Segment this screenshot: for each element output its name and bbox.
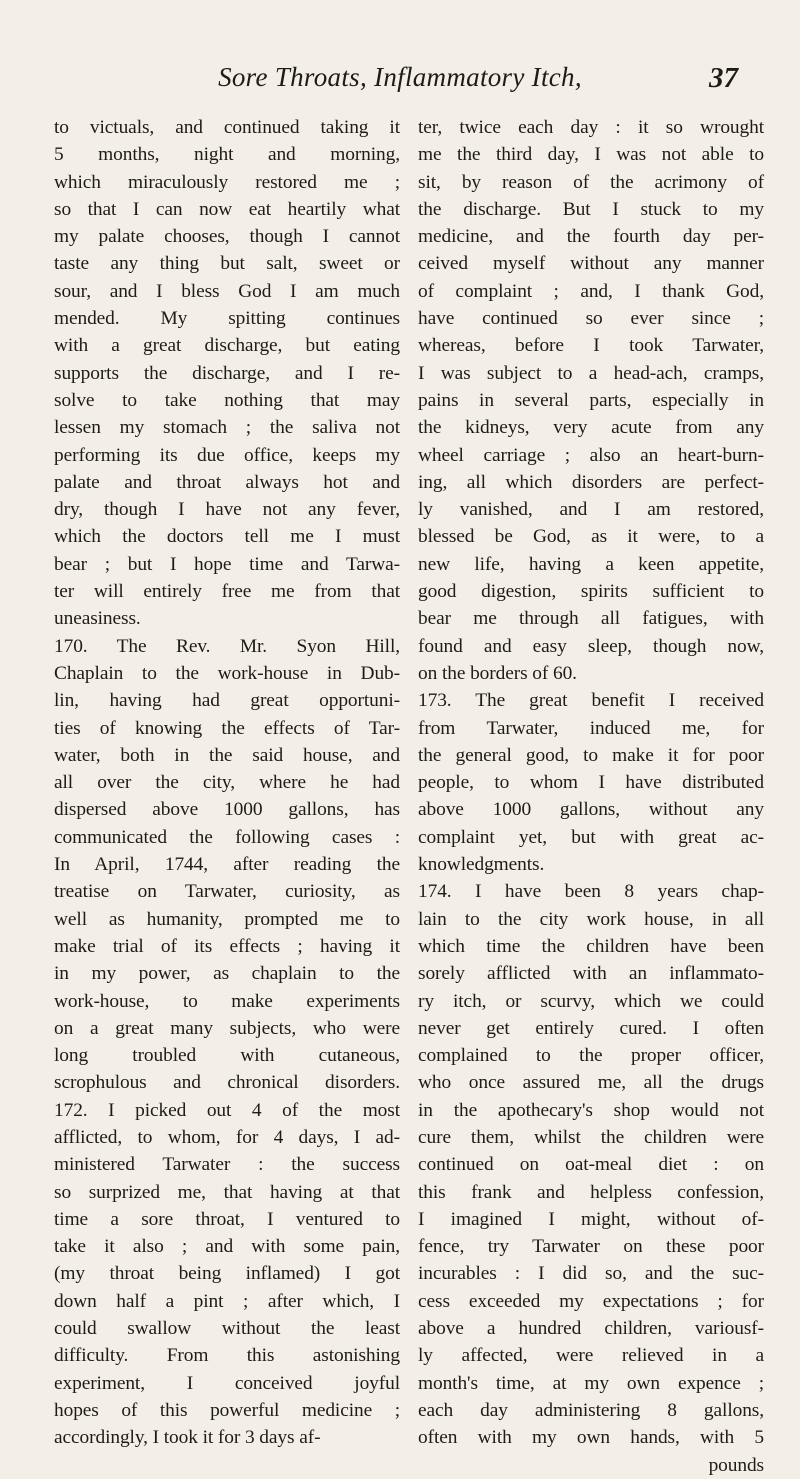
text-line: ly vanished, and I am restored,: [418, 499, 764, 521]
text-line: ly affected, were relieved in a: [418, 1345, 764, 1367]
text-line: I imagined I might, without of-: [418, 1208, 764, 1230]
text-line: taste any thing but salt, sweet or: [54, 253, 400, 275]
text-line: water, both in the said house, and: [54, 744, 400, 766]
text-line: ter will entirely free me from that: [54, 581, 400, 603]
text-line: take it also ; and with some pain,: [54, 1236, 400, 1258]
text-line: the discharge. But I stuck to my: [418, 198, 764, 220]
text-line: ministered Tarwater : the success: [54, 1154, 400, 1176]
text-line: on a great many subjects, who were: [54, 1017, 400, 1039]
text-line: In April, 1744, after reading the: [54, 854, 400, 876]
text-line: 173. The great benefit I received: [418, 690, 764, 712]
text-line: all over the city, where he had: [54, 772, 400, 794]
text-line: this frank and helpless confession,: [418, 1181, 764, 1203]
text-line: from Tarwater, induced me, for: [418, 717, 764, 739]
text-line: cure them, whilst the children were: [418, 1126, 764, 1148]
text-line: on the borders of 60.: [418, 662, 577, 684]
text-line: difficulty. From this astonishing: [54, 1345, 400, 1367]
text-line: which miraculously restored me ;: [54, 171, 400, 193]
text-line: so surprized me, that having at that: [54, 1181, 400, 1203]
right-text-column: [418, 114, 764, 1479]
text-line: whereas, before I took Tarwater,: [418, 335, 764, 357]
text-line: make trial of its effects ; having it: [54, 935, 400, 957]
text-line: Chaplain to the work-house in Dub-: [54, 662, 400, 684]
text-line: complaint yet, but with great ac-: [418, 826, 764, 848]
text-line: 172. I picked out 4 of the most: [54, 1099, 400, 1121]
text-line: experiment, I conceived joyful: [54, 1372, 400, 1394]
text-line: accordingly, I took it for 3 days af-: [54, 1427, 321, 1449]
text-line: 174. I have been 8 years chap-: [418, 881, 764, 903]
text-line: lain to the city work house, in all: [418, 908, 764, 930]
text-line: could swallow without the least: [54, 1318, 400, 1340]
text-line: bear ; but I hope time and Tarwa-: [54, 553, 400, 575]
left-text-column: [54, 114, 400, 1452]
text-line: pains in several parts, especially in: [418, 389, 764, 411]
text-line: sour, and I bless God I am much: [54, 280, 400, 302]
text-line: supports the discharge, and I re-: [54, 362, 400, 384]
text-line: ties of knowing the effects of Tar-: [54, 717, 400, 739]
text-line: new life, having a keen appetite,: [418, 553, 764, 575]
text-line: above 1000 gallons, without any: [418, 799, 764, 821]
text-line: (my throat being inflamed) I got: [54, 1263, 400, 1285]
text-line: who once assured me, all the drugs: [418, 1072, 764, 1094]
text-line: lin, having had great opportuni-: [54, 690, 400, 712]
page-number: 37: [709, 62, 738, 94]
text-line: never get entirely cured. I often: [418, 1017, 764, 1039]
text-line: complained to the proper officer,: [418, 1045, 764, 1067]
text-line: in my power, as chaplain to the: [54, 963, 400, 985]
text-line: hopes of this powerful medicine ;: [54, 1399, 400, 1421]
text-line: the kidneys, very acute from any: [418, 417, 764, 439]
text-line: which time the children have been: [418, 935, 764, 957]
text-line: each day administering 8 gallons,: [418, 1399, 764, 1421]
text-line: the general good, to make it for poor: [418, 744, 764, 766]
text-line: scrophulous and chronical disorders.: [54, 1072, 400, 1094]
text-line: found and easy sleep, though now,: [418, 635, 764, 657]
text-line: time a sore throat, I ventured to: [54, 1208, 400, 1230]
text-line: knowledgments.: [418, 854, 545, 876]
text-line: people, to whom I have distributed: [418, 772, 764, 794]
text-line: 5 months, night and morning,: [54, 144, 400, 166]
text-line: I was subject to a head-ach, cramps,: [418, 362, 764, 384]
text-line: ing, all which disorders are perfect-: [418, 471, 764, 493]
text-line: communicated the following cases :: [54, 826, 400, 848]
text-line: to victuals, and continued taking it: [54, 117, 400, 138]
text-line: ter, twice each day : it so wrought: [418, 117, 764, 138]
text-line: often with my own hands, with 5: [418, 1427, 764, 1449]
text-line: dispersed above 1000 gallons, has: [54, 799, 400, 821]
text-line: palate and throat always hot and: [54, 471, 400, 493]
text-line: me the third day, I was not able to: [418, 144, 764, 166]
text-line: sit, by reason of the acrimony of: [418, 171, 764, 193]
text-line: so that I can now eat heartily what: [54, 198, 400, 220]
text-line: medicine, and the fourth day per-: [418, 226, 764, 248]
text-line: afflicted, to whom, for 4 days, I ad-: [54, 1126, 400, 1148]
text-line: bear me through all fatigues, with: [418, 608, 764, 630]
text-line: lessen my stomach ; the saliva not: [54, 417, 400, 439]
text-line: in the apothecary's shop would not: [418, 1099, 764, 1121]
text-line: fence, try Tarwater on these poor: [418, 1236, 764, 1258]
text-line: good digestion, spirits sufficient to: [418, 581, 764, 603]
text-line: uneasiness.: [54, 608, 141, 630]
text-line: sorely afflicted with an inflammato-: [418, 963, 764, 985]
running-header: Sore Throats, Inflammatory Itch,: [218, 62, 582, 92]
text-line: which the doctors tell me I must: [54, 526, 400, 548]
text-line: ceived myself without any manner: [418, 253, 764, 275]
text-line: have continued so ever since ;: [418, 308, 764, 330]
text-line: well as humanity, prompted me to: [54, 908, 400, 930]
text-line: pounds: [708, 1454, 764, 1476]
text-line: down half a pint ; after which, I: [54, 1290, 400, 1312]
text-line: with a great discharge, but eating: [54, 335, 400, 357]
text-line: long troubled with cutaneous,: [54, 1045, 400, 1067]
text-line: continued on oat-meal diet : on: [418, 1154, 764, 1176]
text-line: blessed be God, as it were, to a: [418, 526, 764, 548]
text-line: mended. My spitting continues: [54, 308, 400, 330]
text-line: above a hundred children, variousf-: [418, 1318, 764, 1340]
text-line: month's time, at my own expence ;: [418, 1372, 764, 1394]
text-line: ry itch, or scurvy, which we could: [418, 990, 764, 1012]
text-line: cess exceeded my expectations ; for: [418, 1290, 764, 1312]
text-line: my palate chooses, though I cannot: [54, 226, 400, 248]
text-line: dry, though I have not any fever,: [54, 499, 400, 521]
text-line: work-house, to make experiments: [54, 990, 400, 1012]
text-line: 170. The Rev. Mr. Syon Hill,: [54, 635, 400, 657]
text-line: solve to take nothing that may: [54, 389, 400, 411]
text-line: treatise on Tarwater, curiosity, as: [54, 881, 400, 903]
text-line: of complaint ; and, I thank God,: [418, 280, 764, 302]
text-line: incurables : I did so, and the suc-: [418, 1263, 764, 1285]
text-line: performing its due office, keeps my: [54, 444, 400, 466]
text-line: wheel carriage ; also an heart-burn-: [418, 444, 764, 466]
